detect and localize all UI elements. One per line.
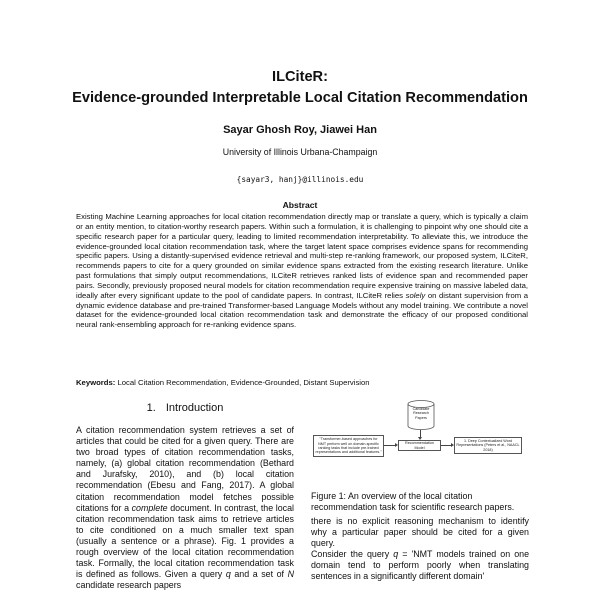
figure-output-box: 1. Deep Contextualized Word Representations (Peters et al., NAACL 2018): [454, 437, 522, 454]
right-text-2b: = 'NMT models trained on one domain tend to perform poorly when translating sentences in a significantly different domain': [311, 549, 529, 582]
keywords-text: Local Citation Recommendation, Evidence-Grounded, Distant Supervision: [117, 378, 370, 387]
keywords: [76, 378, 528, 387]
affiliation: University of Illinois Urbana-Champaign: [222, 147, 378, 157]
figure-caption: Figure 1: An overview of the local citation recommendation task for scientific research papers.: [311, 491, 515, 513]
title-line-1: ILCiteR:: [272, 69, 328, 85]
intro-text-2: document. In contrast, the local citation recommendation task aims to retrieve articles to cite conditioned on a much smaller text span (usually a sentence or a phrase). Fig. 1 provides a rough overview of the local citation recommendation task. Formally, the local citation recommendation task is defined as follows. Given a query: [76, 502, 294, 580]
figure-model-box: Recommendation Model: [398, 440, 441, 451]
right-var-q: q: [393, 549, 399, 560]
intro-var-n: N: [287, 569, 294, 580]
right-paragraph-2: [311, 549, 529, 582]
intro-text-3: and a set of: [234, 569, 285, 580]
section-number: 1.: [146, 402, 156, 414]
right-column-text: [311, 516, 529, 600]
section-heading: [76, 402, 294, 414]
authors: Sayar Ghosh Roy, Jiawei Han: [223, 124, 377, 136]
abstract-text-2: on distant supervision from a dynamic evidence database and pre-trained Transformer-based Language Models without any model training. We contribute a novel dataset for the evidence-grounded local citation recommendation task and demonstrate the efficacy of our proposed conditional neural rank-ensembling approach for re-ranking evidence spans.: [76, 290, 529, 330]
figure-query-box: "Transformer-based approaches for NMT perform well on domain-specific ranking tasks that include pre-trained representations and additional features.": [313, 435, 384, 457]
abstract-text-1: Existing Machine Learning approaches for local citation recommendation directly map or translate a query, which is typically a claim or an entity mention, to citation-worthy research papers. Within such a formulation, it is challenging to pinpoint why one should cite a specific research paper for a particular query, leading to limited recommendation interpretability. To alleviate this, we introduce the evidence-grounded local citation recommendation task, where the target latent space comprises evidence spans for recommending specific papers. Using a distantly-supervised evidence retrieval and multi-step re-ranking framework, our proposed system, ILCiteR, recommends papers to cite for a query grounded on similar evidence spans extracted from the existing research literature. Unlike past formulations that simply output recommendations, ILCiteR retrieves ranked lists of evidence span and recommended paper pairs. Secondly, previously proposed neural models for citation recommendation require expensive training on massive labeled data, ideally after every significant update to the pool of candidate papers. In contrast, ILCiteR relies: [76, 212, 528, 300]
figure-database-label: Candidate Research Papers: [412, 407, 430, 420]
section-title: Introduction: [165, 402, 224, 414]
right-text-2a: Consider the query: [311, 549, 390, 560]
abstract-heading: Abstract: [282, 200, 318, 210]
title-line-2: Evidence-grounded Interpretable Local Citation Recommendation: [72, 90, 528, 106]
intro-text-1: A citation recommendation system retrieves a set of articles that could be cited for a given query. There are two broad types of citation recommendation tasks, namely, (a) global citation recommendation (Bethard and Jurafsky, 2010), and (b) local citation recommendation (Ebesu and Fang, 2017). A global citation recommendation model fetches possible citations for a: [76, 425, 294, 513]
abstract-body: [76, 212, 528, 330]
intro-text-4: candidate research papers: [76, 580, 182, 591]
intro-paragraph: [76, 425, 294, 600]
abstract-emphasis: solely: [405, 290, 426, 300]
right-paragraph-1: there is no explicit reasoning mechanism to identify why a particular paper should be cited for a given query.: [311, 516, 529, 549]
author-email: {sayar3, hanj}@illinois.edu: [236, 175, 364, 184]
intro-emphasis: complete: [131, 502, 168, 513]
intro-var-q: q: [225, 569, 231, 580]
keywords-label: Keywords:: [76, 378, 116, 387]
